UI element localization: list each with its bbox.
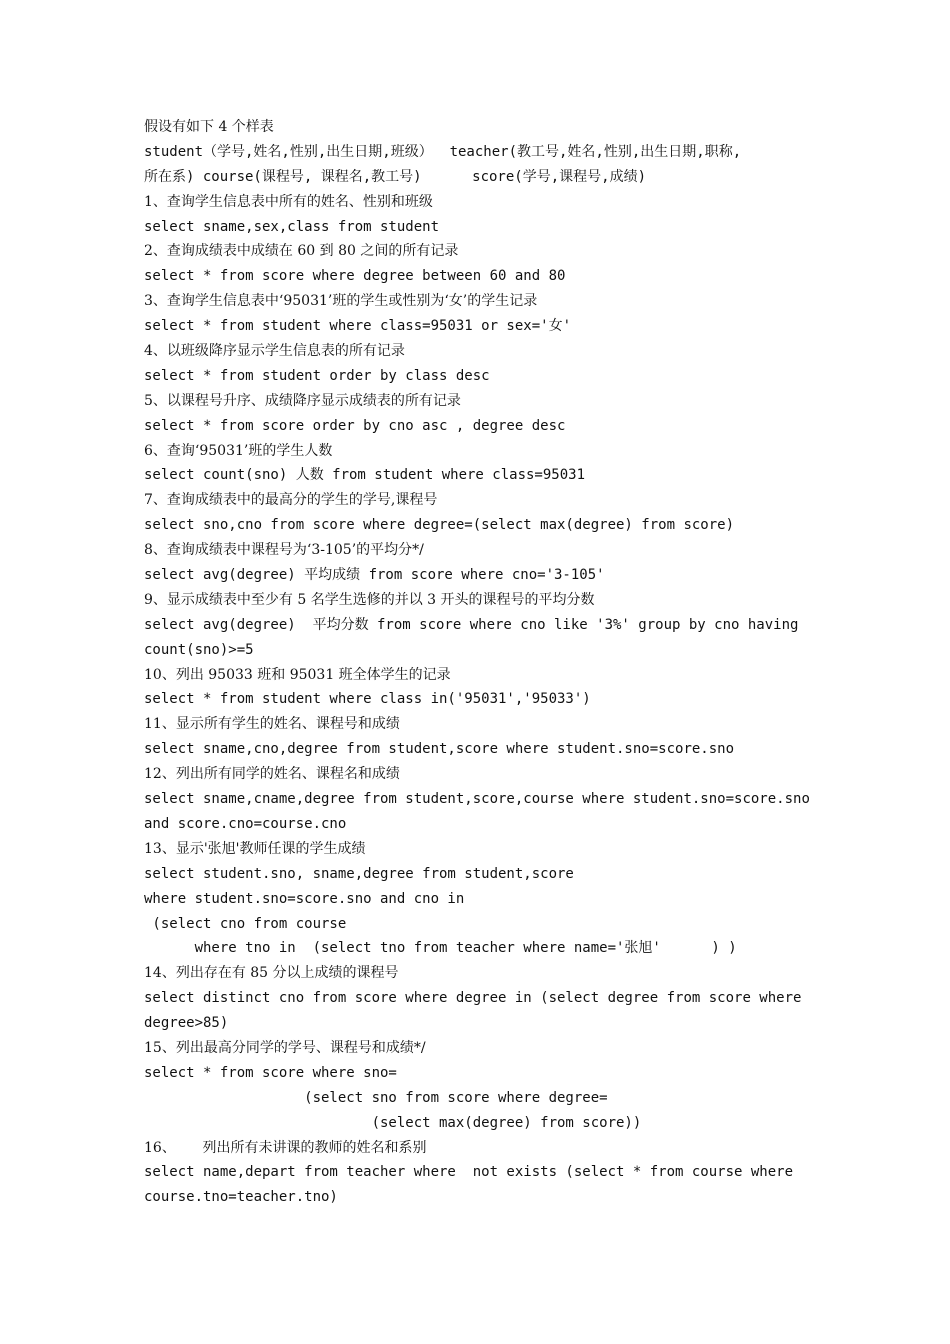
document-body	[144, 115, 814, 1210]
question-line: 6、查询‘95031’班的学生人数	[144, 442, 333, 459]
sql-line: select sno,cno from score where degree=(select max(degree) from score)	[144, 517, 735, 534]
question-line: 14、列出存在有 85 分以上成绩的课程号	[144, 965, 399, 982]
sql-line: select sname,cname,degree from student,score,course where student.sno=score.sno	[144, 791, 810, 808]
sql-line: where tno in (select tno from teacher where name='张旭' ) )	[144, 940, 737, 957]
sql-line: (select max(degree) from score))	[144, 1114, 642, 1131]
question-line: 4、以班级降序显示学生信息表的所有记录	[144, 343, 405, 360]
sql-line: select sname,sex,class from student	[144, 218, 440, 235]
sql-line: select avg(degree) 平均分数 from score where cno like '3%' group by cno having	[144, 616, 799, 633]
sql-line: select * from student where class in('95031','95033')	[144, 691, 591, 708]
sql-line: select sname,cno,degree from student,score where student.sno=score.sno	[144, 741, 735, 758]
sql-line: select avg(degree) 平均成绩 from score where cno='3-105'	[144, 567, 605, 584]
question-line: 11、显示所有学生的姓名、课程号和成绩	[144, 716, 400, 733]
question-line: 5、以课程号升序、成绩降序显示成绩表的所有记录	[144, 392, 461, 409]
question-line: 15、列出最高分同学的学号、课程号和成绩*/	[144, 1039, 426, 1056]
sql-line: select distinct cno from score where degree in (select degree from score where	[144, 990, 802, 1007]
schema-line: student（学号,姓名,性别,出生日期,班级） teacher(教工号,姓名,性别,出生日期,职称,	[144, 143, 742, 160]
question-line: 16、 列出所有未讲课的教师的姓名和系别	[144, 1139, 427, 1156]
sql-line: select student.sno, sname,degree from student,score	[144, 865, 574, 882]
question-line: 13、显示'张旭'教师任课的学生成绩	[144, 840, 366, 857]
sql-line: select * from score where degree between 60 and 80	[144, 268, 566, 285]
sql-line: where student.sno=score.sno and cno in	[144, 890, 465, 907]
question-line: 12、列出所有同学的姓名、课程名和成绩	[144, 766, 400, 783]
sql-line: (select sno from score where degree=	[144, 1089, 608, 1106]
sql-line: degree>85)	[144, 1015, 229, 1032]
sql-line: select * from student where class=95031 or sex='女'	[144, 318, 572, 335]
question-line: 7、查询成绩表中的最高分的学生的学号,课程号	[144, 492, 438, 509]
sql-line: select name,depart from teacher where not exists (select * from course where	[144, 1164, 794, 1181]
schema-line: 所在系) course(课程号, 课程名,教工号) score(学号,课程号,成绩)	[144, 168, 647, 185]
question-line: 2、查询成绩表中成绩在 60 到 80 之间的所有记录	[144, 243, 459, 260]
sql-line: select * from score order by cno asc , degree desc	[144, 417, 566, 434]
sql-line: course.tno=teacher.tno)	[144, 1189, 338, 1206]
sql-line: and score.cno=course.cno	[144, 815, 347, 832]
sql-line: select count(sno) 人数 from student where class=95031	[144, 467, 586, 484]
question-line: 3、查询学生信息表中‘95031’班的学生或性别为‘女’的学生记录	[144, 293, 538, 310]
question-line: 1、查询学生信息表中所有的姓名、性别和班级	[144, 193, 433, 210]
question-line: 10、列出 95033 班和 95031 班全体学生的记录	[144, 666, 451, 683]
question-line: 9、显示成绩表中至少有 5 名学生选修的并以 3 开头的课程号的平均分数	[144, 591, 595, 608]
intro-line: 假设有如下 4 个样表	[144, 119, 274, 135]
question-line: 8、查询成绩表中课程号为‘3-105’的平均分*/	[144, 542, 424, 559]
sql-line: select * from score where sno=	[144, 1064, 397, 1081]
sql-line: count(sno)>=5	[144, 641, 254, 658]
sql-line: select * from student order by class desc	[144, 367, 490, 384]
sql-line: (select cno from course	[144, 915, 347, 932]
